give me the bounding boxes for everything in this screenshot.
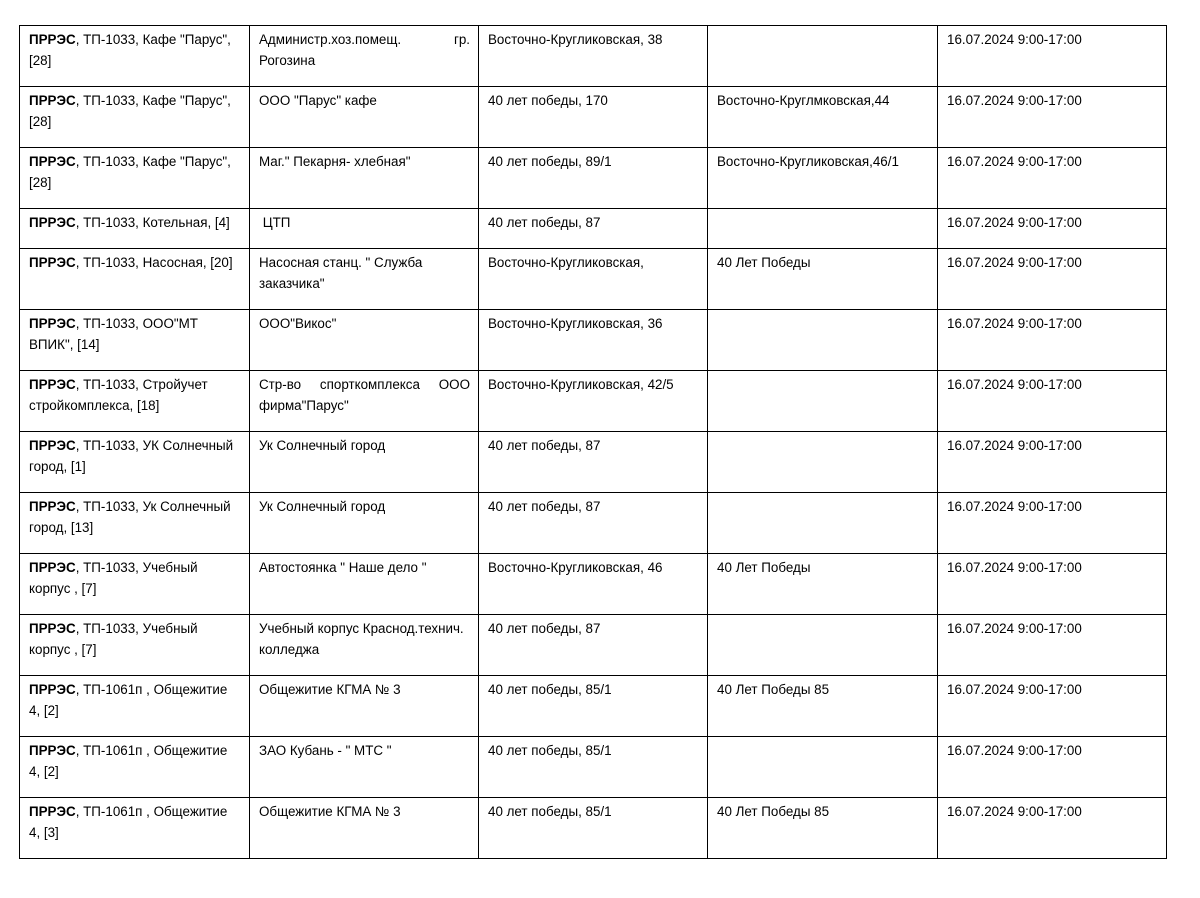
source-text: , ТП-1033, Учебный корпус , [7] (29, 621, 198, 657)
address2-cell (708, 615, 938, 676)
source-cell (20, 371, 250, 432)
address-cell: 40 лет победы, 170 (479, 87, 708, 148)
consumer-cell: Автостоянка " Наше дело " (250, 554, 479, 615)
table-row (20, 371, 1167, 432)
table-row (20, 432, 1167, 493)
address-cell: 40 лет победы, 85/1 (479, 798, 708, 859)
consumer-cell: Общежитие КГМА № 3 (250, 676, 479, 737)
org-name: ПРРЭС (29, 499, 76, 514)
source-cell (20, 26, 250, 87)
org-name: ПРРЭС (29, 32, 76, 47)
source-cell (20, 676, 250, 737)
address-cell: 40 лет победы, 89/1 (479, 148, 708, 209)
period-cell: 16.07.2024 9:00-17:00 (938, 432, 1167, 493)
consumer-cell: ЗАО Кубань - " МТС " (250, 737, 479, 798)
table-row (20, 209, 1167, 249)
source-text: , ТП-1033, Стройучет стройкомплекса, [18] (29, 377, 208, 413)
table-row (20, 493, 1167, 554)
period-cell: 16.07.2024 9:00-17:00 (938, 554, 1167, 615)
source-cell (20, 148, 250, 209)
table-row (20, 676, 1167, 737)
address-cell: Восточно-Кругликовская, (479, 249, 708, 310)
address-cell: 40 лет победы, 85/1 (479, 737, 708, 798)
org-name: ПРРЭС (29, 621, 76, 636)
source-text: , ТП-1033, Кафе "Парус", [28] (29, 154, 231, 190)
table-row (20, 26, 1167, 87)
org-name: ПРРЭС (29, 255, 76, 270)
address2-cell: Восточно-Кругликовская,46/1 (708, 148, 938, 209)
consumer-cell: Учебный корпус Краснод.технич. колледжа (250, 615, 479, 676)
address-cell: Восточно-Кругликовская, 38 (479, 26, 708, 87)
consumer-cell: ЦТП (250, 209, 479, 249)
source-text: , ТП-1033, Кафе "Парус", [28] (29, 93, 231, 129)
period-cell: 16.07.2024 9:00-17:00 (938, 26, 1167, 87)
table-row (20, 87, 1167, 148)
org-name: ПРРЭС (29, 804, 76, 819)
org-name: ПРРЭС (29, 438, 76, 453)
period-cell: 16.07.2024 9:00-17:00 (938, 87, 1167, 148)
address2-cell (708, 310, 938, 371)
table-row (20, 148, 1167, 209)
consumer-cell: Насосная станц. " Служба заказчика" (250, 249, 479, 310)
source-cell (20, 737, 250, 798)
source-text: , ТП-1033, Кафе "Парус", [28] (29, 32, 231, 68)
period-cell: 16.07.2024 9:00-17:00 (938, 148, 1167, 209)
period-cell: 16.07.2024 9:00-17:00 (938, 249, 1167, 310)
source-cell (20, 310, 250, 371)
table-body (20, 26, 1167, 859)
period-cell: 16.07.2024 9:00-17:00 (938, 615, 1167, 676)
address-cell: Восточно-Кругликовская, 46 (479, 554, 708, 615)
consumer-cell: ООО"Викос" (250, 310, 479, 371)
org-name: ПРРЭС (29, 215, 76, 230)
consumer-cell: Стр-во спорткомплекса ООО фирма"Парус" (250, 371, 479, 432)
address-cell: Восточно-Кругликовская, 42/5 (479, 371, 708, 432)
source-cell (20, 249, 250, 310)
source-cell (20, 493, 250, 554)
period-cell: 16.07.2024 9:00-17:00 (938, 737, 1167, 798)
source-text: , ТП-1033, Котельная, [4] (75, 215, 230, 230)
consumer-cell: Ук Солнечный город (250, 432, 479, 493)
org-name: ПРРЭС (29, 316, 76, 331)
address2-cell: 40 Лет Победы 85 (708, 798, 938, 859)
table-row (20, 310, 1167, 371)
address-cell: 40 лет победы, 87 (479, 615, 708, 676)
period-cell: 16.07.2024 9:00-17:00 (938, 310, 1167, 371)
source-cell (20, 432, 250, 493)
source-text: , ТП-1033, ООО"МТ ВПИК", [14] (29, 316, 198, 352)
table-row (20, 798, 1167, 859)
consumer-cell: ООО "Парус" кафе (250, 87, 479, 148)
source-cell (20, 209, 250, 249)
address2-cell (708, 493, 938, 554)
address-cell: Восточно-Кругликовская, 36 (479, 310, 708, 371)
source-text: , ТП-1033, УК Солнечный город, [1] (29, 438, 234, 474)
source-text: , ТП-1033, Учебный корпус , [7] (29, 560, 198, 596)
org-name: ПРРЭС (29, 743, 76, 758)
source-cell (20, 615, 250, 676)
address-cell: 40 лет победы, 87 (479, 493, 708, 554)
address2-cell (708, 209, 938, 249)
table-row (20, 615, 1167, 676)
consumer-cell: Маг." Пекарня- хлебная" (250, 148, 479, 209)
source-cell (20, 798, 250, 859)
period-cell: 16.07.2024 9:00-17:00 (938, 493, 1167, 554)
table-row (20, 249, 1167, 310)
consumer-cell: Общежитие КГМА № 3 (250, 798, 479, 859)
address2-cell: Восточно-Круглмковская,44 (708, 87, 938, 148)
period-cell: 16.07.2024 9:00-17:00 (938, 371, 1167, 432)
address-cell: 40 лет победы, 87 (479, 432, 708, 493)
source-cell (20, 554, 250, 615)
source-text: , ТП-1061п , Общежитие 4, [2] (29, 743, 228, 779)
consumer-cell: Ук Солнечный город (250, 493, 479, 554)
org-name: ПРРЭС (29, 560, 76, 575)
table-row (20, 554, 1167, 615)
period-cell: 16.07.2024 9:00-17:00 (938, 798, 1167, 859)
source-text: , ТП-1033, Насосная, [20] (75, 255, 233, 270)
document-page (19, 25, 1166, 859)
table-row (20, 737, 1167, 798)
address-cell: 40 лет победы, 87 (479, 209, 708, 249)
period-cell: 16.07.2024 9:00-17:00 (938, 676, 1167, 737)
address2-cell: 40 Лет Победы 85 (708, 676, 938, 737)
address2-cell (708, 371, 938, 432)
org-name: ПРРЭС (29, 377, 76, 392)
org-name: ПРРЭС (29, 154, 76, 169)
source-cell (20, 87, 250, 148)
consumer-cell: Администр.хоз.помещ. гр. Рогозина (250, 26, 479, 87)
address2-cell (708, 737, 938, 798)
address2-cell: 40 Лет Победы (708, 249, 938, 310)
address2-cell (708, 26, 938, 87)
org-name: ПРРЭС (29, 93, 76, 108)
address2-cell: 40 Лет Победы (708, 554, 938, 615)
org-name: ПРРЭС (29, 682, 76, 697)
source-text: , ТП-1033, Ук Солнечный город, [13] (29, 499, 231, 535)
address2-cell (708, 432, 938, 493)
source-text: , ТП-1061п , Общежитие 4, [3] (29, 804, 228, 840)
period-cell: 16.07.2024 9:00-17:00 (938, 209, 1167, 249)
outage-schedule-table (19, 25, 1167, 859)
address-cell: 40 лет победы, 85/1 (479, 676, 708, 737)
source-text: , ТП-1061п , Общежитие 4, [2] (29, 682, 228, 718)
